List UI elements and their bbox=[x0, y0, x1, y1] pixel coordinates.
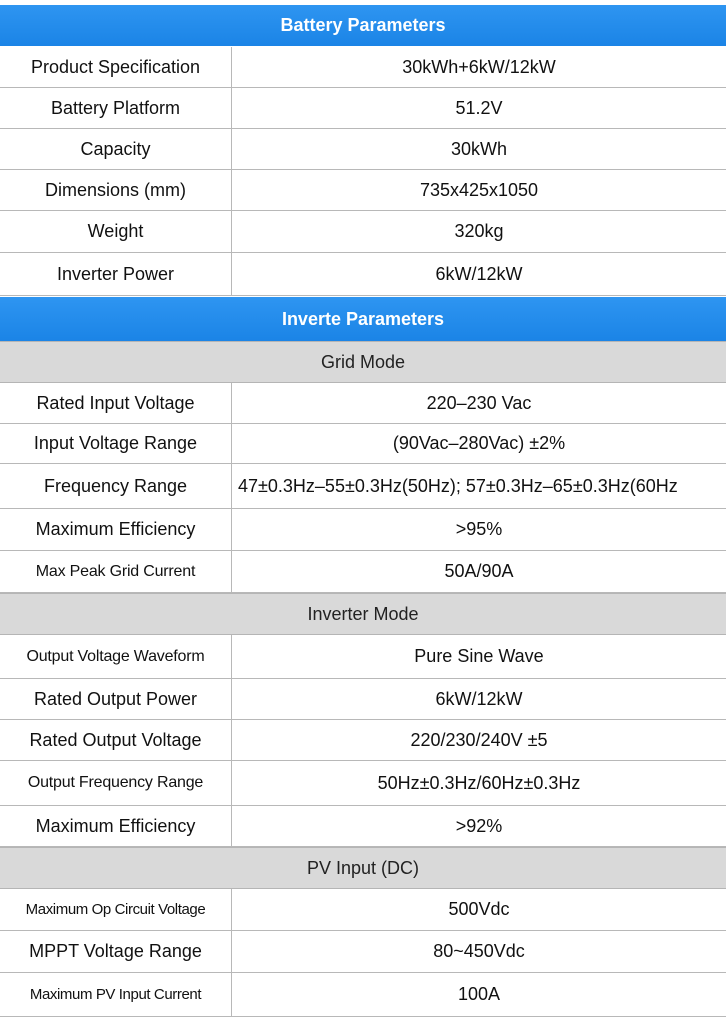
pv-input-section-title: PV Input (DC) bbox=[0, 847, 726, 889]
table-row bbox=[0, 211, 726, 253]
row-label: Output Frequency Range bbox=[0, 761, 232, 805]
inverter-mode-section-title: Inverter Mode bbox=[0, 593, 726, 635]
row-label: Rated Output Voltage bbox=[0, 720, 232, 760]
table-row bbox=[0, 424, 726, 464]
row-value: 80~450Vdc bbox=[433, 941, 525, 961]
table-row bbox=[0, 170, 726, 211]
row-value: 220/230/240V ±5 bbox=[410, 729, 548, 750]
row-label: Input Voltage Range bbox=[0, 424, 232, 463]
row-label: Capacity bbox=[0, 129, 232, 169]
row-value: 220–230 Vac bbox=[426, 392, 532, 413]
inverter-parameters-header: Inverte Parameters bbox=[0, 297, 726, 341]
table-row bbox=[0, 129, 726, 170]
row-value: 50A/90A bbox=[444, 561, 514, 581]
row-label: Dimensions (mm) bbox=[0, 170, 232, 210]
row-value: 6kW/12kW bbox=[435, 688, 523, 709]
row-label: Frequency Range bbox=[0, 464, 232, 508]
row-label: Rated Input Voltage bbox=[0, 383, 232, 423]
table-row bbox=[0, 88, 726, 129]
row-value: Pure Sine Wave bbox=[414, 646, 544, 666]
table-row bbox=[0, 551, 726, 593]
row-value: 100A bbox=[457, 984, 501, 1004]
row-value: 30kWh+6kW/12kW bbox=[402, 56, 556, 77]
row-value: 6kW/12kW bbox=[435, 263, 523, 284]
row-label: Rated Output Power bbox=[0, 679, 232, 719]
row-value: 51.2V bbox=[455, 97, 503, 118]
row-label: Maximum Op Circuit Voltage bbox=[0, 889, 232, 930]
row-label: Maximum Efficiency bbox=[0, 806, 232, 846]
row-value: 500Vdc bbox=[448, 899, 510, 919]
row-value: 320kg bbox=[454, 221, 504, 241]
row-value: (90Vac–280Vac) ±2% bbox=[392, 433, 566, 453]
table-row bbox=[0, 635, 726, 679]
table-row bbox=[0, 383, 726, 424]
row-label: Max Peak Grid Current bbox=[0, 551, 232, 592]
table-row bbox=[0, 253, 726, 296]
table-row bbox=[0, 761, 726, 806]
row-label: Maximum PV Input Current bbox=[0, 973, 232, 1016]
row-value: 30kWh bbox=[450, 138, 508, 159]
battery-parameters-header: Battery Parameters bbox=[0, 5, 726, 46]
table-row bbox=[0, 720, 726, 761]
row-value: 50Hz±0.3Hz/60Hz±0.3Hz bbox=[377, 772, 581, 793]
row-value: >92% bbox=[455, 815, 503, 836]
row-label: Output Voltage Waveform bbox=[0, 635, 232, 678]
table-row bbox=[0, 679, 726, 720]
table-row bbox=[0, 889, 726, 931]
table-row bbox=[0, 806, 726, 847]
table-row bbox=[0, 464, 726, 509]
row-value: 47±0.3Hz–55±0.3Hz(50Hz); 57±0.3Hz–65±0.3Hz(60Hz bbox=[238, 475, 678, 496]
row-label: Maximum Efficiency bbox=[0, 509, 232, 550]
row-label: Weight bbox=[0, 211, 232, 252]
table-row bbox=[0, 931, 726, 973]
row-label: Product Specification bbox=[0, 47, 232, 87]
row-value: >95% bbox=[455, 519, 503, 539]
row-value: 735x425x1050 bbox=[419, 179, 539, 200]
table-row bbox=[0, 47, 726, 88]
row-label: Battery Platform bbox=[0, 88, 232, 128]
grid-mode-section-title: Grid Mode bbox=[0, 341, 726, 383]
row-label: Inverter Power bbox=[0, 253, 232, 295]
table-row bbox=[0, 973, 726, 1017]
table-row bbox=[0, 509, 726, 551]
row-label: MPPT Voltage Range bbox=[0, 931, 232, 972]
